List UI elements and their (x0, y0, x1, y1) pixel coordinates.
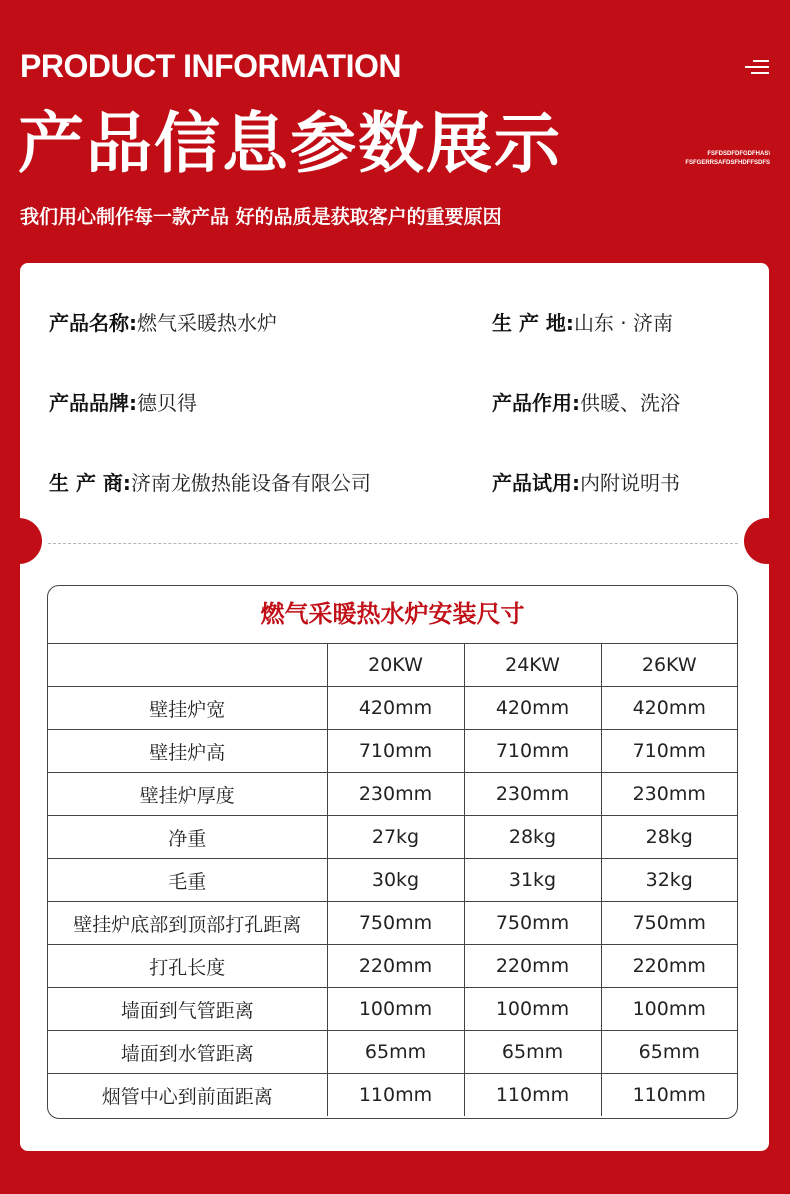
table-row (48, 902, 737, 945)
info-value: 山东 · 济南 (573, 311, 674, 335)
table-cell: 100mm (601, 988, 737, 1031)
table-cell: 220mm (327, 945, 464, 988)
table-cell: 100mm (464, 988, 601, 1031)
info-origin (492, 307, 673, 336)
table-row-label: 壁挂炉厚度 (48, 773, 327, 816)
info-function (492, 387, 680, 416)
title-en: PRODUCT INFORMATION (20, 48, 401, 84)
info-label: 产品作用: (492, 391, 580, 415)
spec-table (47, 585, 738, 1119)
spec-grid (48, 644, 737, 1116)
dashed-divider (48, 543, 738, 544)
code-line-2: FSFGERRSAFDSFHDFFSDFS (685, 160, 770, 166)
table-cell: 28kg (464, 816, 601, 859)
table-header-cell: 26KW (601, 644, 737, 687)
table-row (48, 859, 737, 902)
table-row (48, 988, 737, 1031)
subtitle: 我们用心制作每一款产品 好的品质是获取客户的重要原因 (20, 206, 502, 228)
table-row (48, 687, 737, 730)
table-row (48, 1031, 737, 1074)
card-notch-right (744, 518, 790, 564)
table-row-label: 墙面到水管距离 (48, 1031, 327, 1074)
table-row-label: 净重 (48, 816, 327, 859)
table-cell: 220mm (464, 945, 601, 988)
table-cell: 220mm (601, 945, 737, 988)
table-row-label: 烟管中心到前面距离 (48, 1074, 327, 1117)
decorative-code (685, 150, 770, 168)
info-manual (492, 467, 680, 496)
table-cell: 28kg (601, 816, 737, 859)
info-value: 内附说明书 (580, 471, 680, 495)
table-row-label: 壁挂炉宽 (48, 687, 327, 730)
info-value: 济南龙傲热能设备有限公司 (130, 471, 371, 495)
table-row (48, 773, 737, 816)
table-row (48, 945, 737, 988)
table-cell: 230mm (464, 773, 601, 816)
table-header-row (48, 644, 737, 687)
info-value: 燃气采暖热水炉 (137, 311, 277, 335)
table-title: 燃气采暖热水炉安装尺寸 (48, 586, 737, 644)
table-row-label: 毛重 (48, 859, 327, 902)
table-cell: 710mm (327, 730, 464, 773)
info-label: 生 产 商: (49, 471, 131, 495)
table-cell: 420mm (601, 687, 737, 730)
table-cell: 110mm (632, 1084, 706, 1106)
table-row (48, 1074, 737, 1117)
table-row-label: 壁挂炉底部到顶部打孔距离 (48, 902, 327, 945)
table-cell: 65mm (464, 1031, 601, 1074)
info-manufacturer (49, 467, 371, 496)
table-row (48, 816, 737, 859)
code-line-1: FSFDSDFDFGDFHAS\ (707, 151, 770, 157)
table-row-label: 壁挂炉高 (48, 730, 327, 773)
table-cell: 31kg (464, 859, 601, 902)
table-row-label: 打孔长度 (48, 945, 327, 988)
info-label: 生 产 地: (492, 311, 574, 335)
menu-lines-icon (745, 60, 769, 76)
table-cell: 32kg (601, 859, 737, 902)
table-cell: 110mm (464, 1074, 601, 1117)
table-cell: 710mm (601, 730, 737, 773)
table-cell: 27kg (327, 816, 464, 859)
table-cell: 420mm (464, 687, 601, 730)
info-product-name (49, 307, 277, 336)
info-value: 供暖、洗浴 (580, 391, 680, 415)
table-row-label: 墙面到气管距离 (48, 988, 327, 1031)
table-cell: 65mm (601, 1031, 737, 1074)
table-cell: 110mm (327, 1074, 464, 1117)
table-cell: 100mm (327, 988, 464, 1031)
info-brand (49, 387, 197, 416)
table-cell: 230mm (327, 773, 464, 816)
title-cn: 产品信息参数展示 (18, 105, 562, 182)
info-label: 产品品牌: (49, 391, 137, 415)
table-header-cell: 24KW (464, 644, 601, 687)
table-cell: 750mm (327, 902, 464, 945)
table-cell: 750mm (464, 902, 601, 945)
table-row (48, 730, 737, 773)
info-label: 产品试用: (492, 471, 580, 495)
table-cell: 230mm (601, 773, 737, 816)
info-label: 产品名称: (49, 311, 137, 335)
table-cell: 750mm (601, 902, 737, 945)
table-cell: 30kg (327, 859, 464, 902)
table-cell: 65mm (327, 1031, 464, 1074)
table-cell: 420mm (327, 687, 464, 730)
info-value: 德贝得 (137, 391, 197, 415)
table-header-cell: 20KW (327, 644, 464, 687)
table-cell: 710mm (464, 730, 601, 773)
table-header-cell (48, 644, 327, 687)
